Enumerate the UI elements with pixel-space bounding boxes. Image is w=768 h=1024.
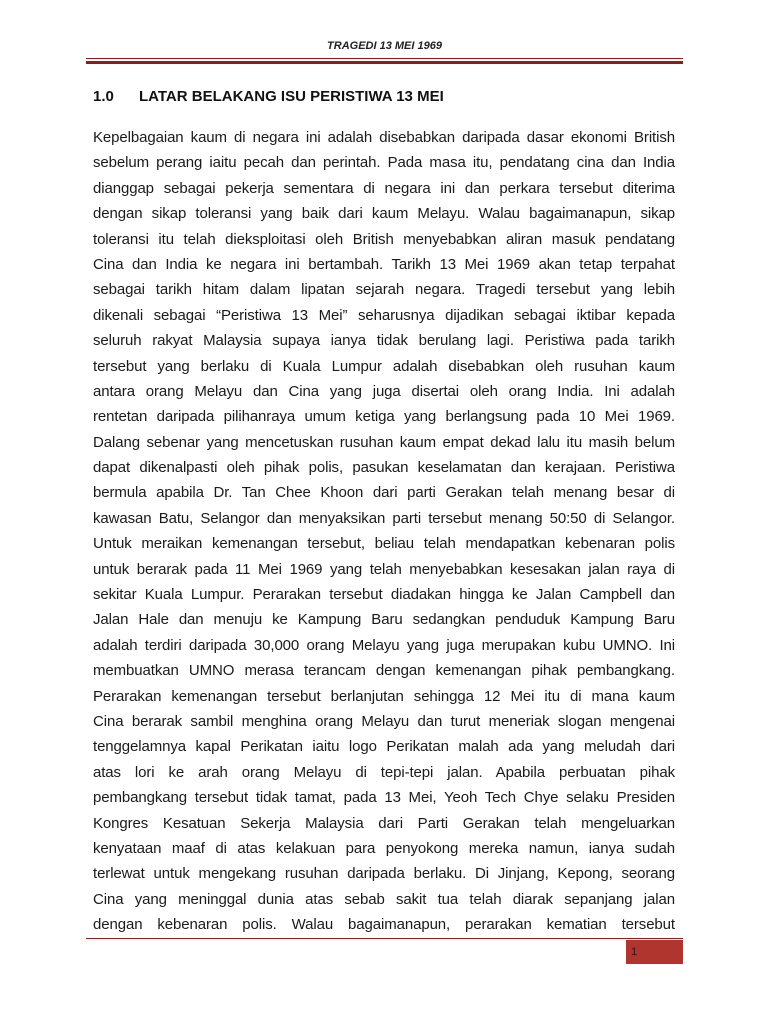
paragraph-line: Kongres Kesatuan Sekerja Malaysia dari Parti Gerakan telah mengeluarkan xyxy=(93,814,675,832)
body-paragraph xyxy=(93,125,675,938)
paragraph-line: atas lori ke arah orang Melayu di tepi-tepi jalan. Apabila perbuatan pihak xyxy=(93,763,675,781)
paragraph-line: tersebut yang berlaku di Kuala Lumpur adalah disebabkan oleh rusuhan kaum xyxy=(93,357,675,375)
paragraph-line: terlewat untuk mengekang rusuhan daripada berlaku. Di Jinjang, Kepong, seorang xyxy=(93,865,675,883)
paragraph-line: tenggelamnya kapal Perikatan iaitu logo Perikatan malah ada yang meludah dari xyxy=(93,738,675,756)
paragraph-line: Kepelbagaian kaum di negara ini adalah disebabkan daripada dasar ekonomi British xyxy=(93,129,675,146)
paragraph-line: seluruh rakyat Malaysia supaya ianya tidak berulang lagi. Peristiwa pada tarikh xyxy=(93,332,675,350)
section-heading xyxy=(93,88,444,105)
paragraph-line: antara orang Melayu dan Cina yang juga disertai oleh orang India. Ini adalah xyxy=(93,382,675,400)
paragraph-line: rentetan daripada pilihanraya umum ketiga yang berlangsung pada 10 Mei 1969. xyxy=(93,408,675,426)
footer-divider xyxy=(86,938,683,939)
paragraph-line: sebagai tarikh hitam dalam lipatan sejarah negara. Tragedi tersebut yang lebih xyxy=(93,281,675,299)
paragraph-line: membuatkan UMNO merasa terancam dengan kemenangan pihak pembangkang. xyxy=(93,662,675,680)
paragraph-line: dapat dikenalpasti oleh pihak polis, pasukan keselamatan dan kerajaan. Peristiwa xyxy=(93,459,675,477)
paragraph-line: bermula apabila Dr. Tan Chee Khoon dari parti Gerakan telah menang besar di xyxy=(93,484,675,502)
section-number: 1.0 xyxy=(93,88,114,105)
paragraph-line: Jalan Hale dan menuju ke Kampung Baru sedangkan penduduk Kampung Baru xyxy=(93,611,675,629)
header-divider-thin xyxy=(86,58,683,59)
paragraph-line: untuk berarak pada 11 Mei 1969 yang telah menyebabkan kesesakan jalan raya di xyxy=(93,560,675,578)
paragraph-line: dianggap sebagai pekerja sementara di negara ini dan perkara tersebut diterima xyxy=(93,179,675,197)
paragraph-line: Cina yang meninggal dunia atas sebab sakit tua telah diarak sepanjang jalan xyxy=(93,890,675,908)
header-divider-thick xyxy=(86,61,683,64)
paragraph-line: toleransi itu telah dieksploitasi oleh British menyebabkan aliran masuk pendatang xyxy=(93,230,675,248)
paragraph-line: dengan sikap toleransi yang baik dari kaum Melayu. Walau bagaimanapun, sikap xyxy=(93,205,675,223)
paragraph-line: adalah terdiri daripada 30,000 orang Melayu yang juga merupakan kubu UMNO. Ini xyxy=(93,636,675,654)
paragraph-line: sebelum perang iaitu pecah dan perintah. Pada masa itu, pendatang cina dan India xyxy=(93,154,675,172)
paragraph-line: Dalang sebenar yang mencetuskan rusuhan kaum empat dekad lalu itu masih belum xyxy=(93,433,675,451)
running-header-title: TRAGEDI 13 MEI 1969 xyxy=(327,40,442,52)
section-title: LATAR BELAKANG ISU PERISTIWA 13 MEI xyxy=(139,88,444,105)
paragraph-line: Cina berarak sambil menghina orang Melayu dan turut meneriak slogan mengenai xyxy=(93,712,675,730)
paragraph-line: pembangkang tersebut tidak tamat, pada 13 Mei, Yeoh Tech Chye selaku Presiden xyxy=(93,789,675,807)
paragraph-line: sekitar Kuala Lumpur. Perarakan tersebut diadakan hingga ke Jalan Campbell dan xyxy=(93,586,675,604)
paragraph-line: kawasan Batu, Selangor dan menyaksikan parti tersebut menang 50:50 di Selangor. xyxy=(93,509,675,527)
paragraph-line: dengan kebenaran polis. Walau bagaimanapun, perarakan kematian tersebut xyxy=(93,916,675,934)
paragraph-line: Untuk meraikan kemenangan tersebut, beliau telah mendapatkan kebenaran polis xyxy=(93,535,675,553)
paragraph-line: Cina dan India ke negara ini bertambah. Tarikh 13 Mei 1969 akan tetap terpahat xyxy=(93,255,675,273)
paragraph-line: Perarakan kemenangan tersebut berlanjutan sehingga 12 Mei itu di mana kaum xyxy=(93,687,675,705)
paragraph-line: kenyataan maaf di atas kelakuan para penyokong mereka namun, ianya sudah xyxy=(93,839,675,857)
paragraph-line: dikenali sebagai “Peristiwa 13 Mei” seharusnya dijadikan sebagai iktibar kepada xyxy=(93,306,675,324)
page-number-badge: 1 xyxy=(626,940,683,964)
